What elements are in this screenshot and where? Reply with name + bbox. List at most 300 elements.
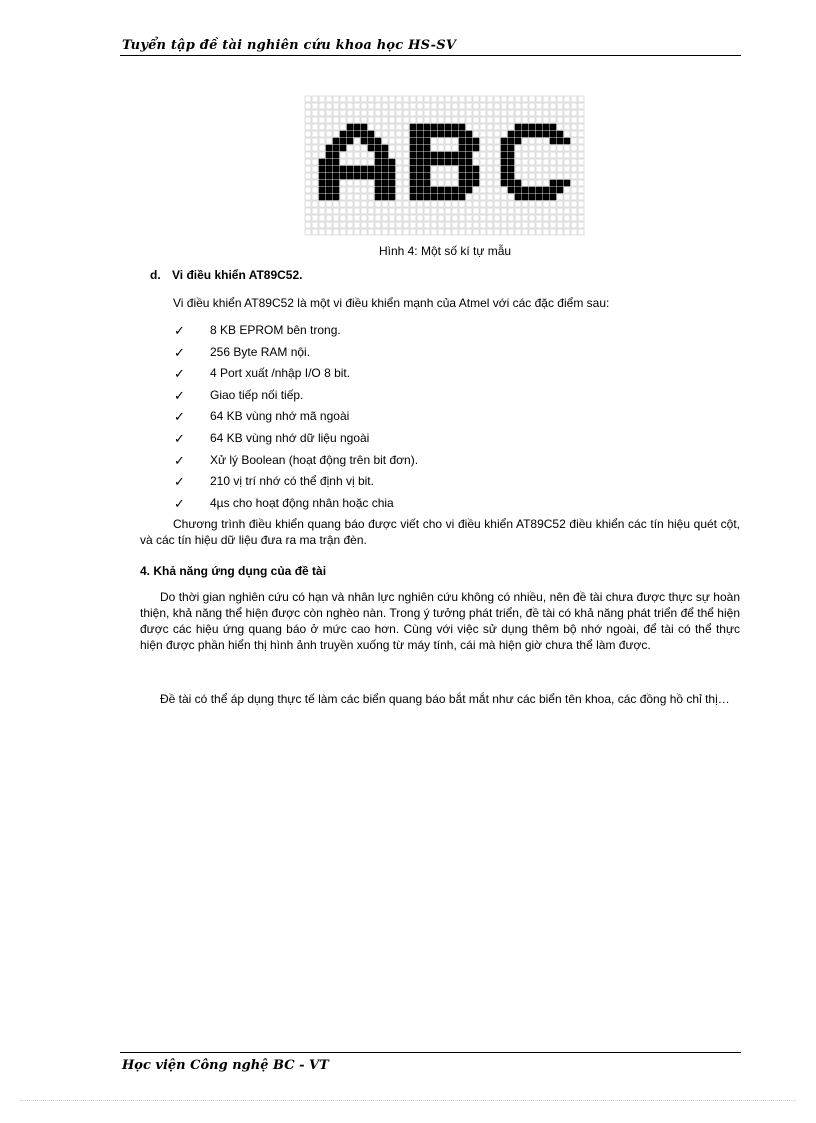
matrix-dot-off — [445, 138, 451, 144]
matrix-dot-on — [515, 138, 521, 144]
matrix-dot-off — [312, 145, 318, 151]
matrix-dot-on — [417, 159, 423, 165]
matrix-dot-off — [396, 215, 402, 221]
matrix-dot-on — [424, 159, 430, 165]
matrix-dot-off — [529, 110, 535, 116]
matrix-dot-off — [452, 145, 458, 151]
matrix-dot-off — [536, 159, 542, 165]
matrix-dot-on — [459, 131, 465, 137]
matrix-dot-off — [396, 159, 402, 165]
matrix-dot-off — [431, 180, 437, 186]
matrix-dot-on — [354, 124, 360, 130]
matrix-dot-on — [326, 166, 332, 172]
matrix-dot-off — [522, 222, 528, 228]
abc-dot-matrix-figure — [303, 94, 587, 236]
matrix-dot-off — [459, 201, 465, 207]
matrix-dot-on — [529, 124, 535, 130]
matrix-dot-off — [473, 131, 479, 137]
matrix-dot-off — [417, 117, 423, 123]
matrix-dot-on — [501, 166, 507, 172]
matrix-dot-off — [305, 187, 311, 193]
matrix-dot-on — [508, 180, 514, 186]
matrix-dot-on — [452, 131, 458, 137]
matrix-dot-off — [571, 159, 577, 165]
matrix-dot-off — [473, 208, 479, 214]
matrix-dot-off — [305, 124, 311, 130]
matrix-dot-off — [305, 180, 311, 186]
matrix-dot-off — [466, 208, 472, 214]
matrix-dot-off — [571, 194, 577, 200]
matrix-dot-on — [326, 173, 332, 179]
matrix-dot-off — [424, 201, 430, 207]
matrix-dot-on — [417, 145, 423, 151]
matrix-dot-off — [578, 215, 584, 221]
matrix-dot-on — [445, 152, 451, 158]
matrix-dot-on — [340, 145, 346, 151]
matrix-dot-on — [459, 194, 465, 200]
matrix-dot-off — [571, 201, 577, 207]
matrix-dot-on — [515, 180, 521, 186]
matrix-dot-on — [417, 180, 423, 186]
matrix-dot-off — [529, 180, 535, 186]
matrix-dot-on — [410, 166, 416, 172]
matrix-dot-off — [536, 152, 542, 158]
matrix-dot-off — [480, 110, 486, 116]
matrix-dot-off — [312, 222, 318, 228]
matrix-dot-off — [389, 201, 395, 207]
matrix-dot-on — [501, 173, 507, 179]
matrix-dot-off — [529, 173, 535, 179]
matrix-dot-on — [424, 187, 430, 193]
matrix-dot-off — [501, 124, 507, 130]
matrix-dot-off — [487, 96, 493, 102]
matrix-dot-off — [333, 110, 339, 116]
matrix-dot-off — [403, 201, 409, 207]
matrix-dot-on — [375, 159, 381, 165]
matrix-dot-off — [578, 194, 584, 200]
matrix-dot-off — [382, 131, 388, 137]
matrix-dot-off — [487, 201, 493, 207]
matrix-dot-off — [571, 166, 577, 172]
matrix-dot-off — [361, 159, 367, 165]
matrix-dot-on — [333, 180, 339, 186]
matrix-dot-off — [515, 222, 521, 228]
matrix-dot-off — [333, 131, 339, 137]
matrix-dot-on — [340, 166, 346, 172]
matrix-dot-off — [550, 96, 556, 102]
matrix-dot-on — [375, 166, 381, 172]
matrix-dot-off — [319, 145, 325, 151]
matrix-dot-off — [438, 173, 444, 179]
matrix-dot-off — [522, 96, 528, 102]
matrix-dot-off — [557, 117, 563, 123]
matrix-dot-on — [417, 138, 423, 144]
matrix-dot-off — [319, 96, 325, 102]
matrix-dot-off — [305, 110, 311, 116]
matrix-dot-off — [578, 159, 584, 165]
matrix-dot-off — [480, 96, 486, 102]
matrix-dot-off — [522, 110, 528, 116]
matrix-dot-off — [578, 201, 584, 207]
matrix-dot-off — [326, 138, 332, 144]
matrix-dot-on — [473, 166, 479, 172]
matrix-dot-off — [578, 229, 584, 235]
matrix-dot-on — [319, 194, 325, 200]
matrix-dot-on — [536, 194, 542, 200]
matrix-dot-off — [361, 194, 367, 200]
matrix-dot-off — [564, 152, 570, 158]
matrix-dot-off — [550, 222, 556, 228]
matrix-dot-off — [473, 152, 479, 158]
matrix-dot-on — [417, 187, 423, 193]
matrix-dot-on — [501, 159, 507, 165]
matrix-dot-on — [431, 131, 437, 137]
section-4-heading: 4. Khả năng ứng dụng của đề tài — [140, 564, 327, 578]
matrix-dot-on — [550, 131, 556, 137]
matrix-dot-on — [368, 138, 374, 144]
matrix-dot-off — [515, 201, 521, 207]
matrix-dot-off — [494, 152, 500, 158]
matrix-dot-off — [564, 187, 570, 193]
matrix-dot-off — [438, 96, 444, 102]
matrix-dot-off — [571, 180, 577, 186]
matrix-dot-off — [494, 180, 500, 186]
matrix-dot-off — [424, 96, 430, 102]
matrix-dot-on — [466, 166, 472, 172]
matrix-dot-off — [340, 229, 346, 235]
matrix-dot-off — [578, 173, 584, 179]
matrix-dot-on — [508, 159, 514, 165]
matrix-dot-off — [564, 201, 570, 207]
matrix-dot-off — [501, 222, 507, 228]
matrix-dot-on — [333, 194, 339, 200]
matrix-dot-off — [305, 229, 311, 235]
matrix-dot-on — [438, 124, 444, 130]
matrix-dot-off — [501, 103, 507, 109]
matrix-dot-off — [396, 194, 402, 200]
matrix-dot-off — [571, 103, 577, 109]
matrix-dot-off — [564, 103, 570, 109]
matrix-dot-off — [403, 215, 409, 221]
matrix-dot-on — [410, 194, 416, 200]
matrix-dot-on — [410, 145, 416, 151]
matrix-dot-off — [543, 215, 549, 221]
matrix-dot-off — [312, 173, 318, 179]
matrix-dot-off — [361, 117, 367, 123]
matrix-dot-on — [347, 173, 353, 179]
matrix-dot-off — [557, 152, 563, 158]
matrix-dot-off — [431, 229, 437, 235]
matrix-dot-on — [333, 173, 339, 179]
matrix-dot-on — [459, 124, 465, 130]
matrix-dot-on — [326, 187, 332, 193]
matrix-dot-off — [494, 201, 500, 207]
matrix-dot-off — [333, 117, 339, 123]
matrix-dot-off — [508, 124, 514, 130]
matrix-dot-off — [494, 138, 500, 144]
matrix-dot-off — [403, 208, 409, 214]
matrix-dot-off — [529, 117, 535, 123]
matrix-dot-off — [305, 117, 311, 123]
matrix-dot-off — [333, 208, 339, 214]
matrix-dot-off — [431, 222, 437, 228]
matrix-dot-on — [543, 194, 549, 200]
matrix-dot-on — [340, 131, 346, 137]
matrix-dot-off — [347, 96, 353, 102]
matrix-dot-off — [396, 145, 402, 151]
matrix-dot-off — [361, 152, 367, 158]
matrix-dot-off — [480, 215, 486, 221]
matrix-dot-off — [508, 117, 514, 123]
section-d-number: d. — [150, 268, 161, 282]
matrix-dot-off — [445, 145, 451, 151]
matrix-dot-off — [508, 194, 514, 200]
matrix-dot-on — [459, 152, 465, 158]
matrix-dot-on — [473, 138, 479, 144]
matrix-dot-off — [536, 138, 542, 144]
matrix-dot-off — [389, 124, 395, 130]
matrix-dot-on — [459, 159, 465, 165]
matrix-dot-off — [312, 180, 318, 186]
matrix-dot-off — [557, 173, 563, 179]
matrix-dot-off — [494, 145, 500, 151]
matrix-dot-off — [473, 124, 479, 130]
matrix-dot-off — [529, 103, 535, 109]
matrix-dot-on — [368, 145, 374, 151]
matrix-dot-on — [410, 159, 416, 165]
matrix-dot-off — [312, 117, 318, 123]
matrix-dot-off — [578, 145, 584, 151]
matrix-dot-on — [424, 131, 430, 137]
matrix-dot-off — [403, 159, 409, 165]
matrix-dot-off — [536, 96, 542, 102]
matrix-dot-on — [333, 187, 339, 193]
matrix-dot-off — [382, 201, 388, 207]
matrix-dot-off — [494, 166, 500, 172]
matrix-dot-on — [424, 180, 430, 186]
matrix-dot-off — [466, 103, 472, 109]
matrix-dot-off — [312, 208, 318, 214]
matrix-dot-off — [501, 194, 507, 200]
matrix-dot-off — [501, 187, 507, 193]
matrix-dot-off — [389, 131, 395, 137]
matrix-dot-off — [403, 117, 409, 123]
header-title: Tuyển tập đề tài nghiên cứu khoa học HS-SV — [122, 38, 457, 53]
matrix-dot-off — [508, 215, 514, 221]
matrix-dot-on — [515, 131, 521, 137]
matrix-dot-off — [396, 180, 402, 186]
matrix-dot-off — [494, 110, 500, 116]
matrix-dot-off — [494, 187, 500, 193]
matrix-dot-off — [543, 166, 549, 172]
matrix-dot-off — [529, 222, 535, 228]
matrix-dot-off — [550, 173, 556, 179]
matrix-dot-off — [564, 166, 570, 172]
matrix-dot-off — [550, 117, 556, 123]
matrix-dot-off — [466, 110, 472, 116]
matrix-dot-on — [319, 187, 325, 193]
matrix-dot-off — [347, 222, 353, 228]
matrix-dot-off — [550, 166, 556, 172]
matrix-dot-off — [466, 96, 472, 102]
matrix-dot-off — [305, 152, 311, 158]
matrix-dot-off — [347, 103, 353, 109]
matrix-dot-off — [361, 208, 367, 214]
matrix-dot-off — [578, 103, 584, 109]
matrix-dot-off — [354, 201, 360, 207]
matrix-dot-on — [417, 124, 423, 130]
matrix-dot-off — [487, 138, 493, 144]
matrix-dot-off — [522, 201, 528, 207]
matrix-dot-off — [354, 187, 360, 193]
checkmark-icon: ✓ — [174, 430, 185, 446]
matrix-dot-off — [508, 208, 514, 214]
matrix-dot-off — [557, 215, 563, 221]
matrix-dot-on — [508, 173, 514, 179]
matrix-dot-off — [578, 131, 584, 137]
matrix-dot-off — [424, 222, 430, 228]
matrix-dot-off — [522, 180, 528, 186]
matrix-dot-off — [368, 180, 374, 186]
matrix-dot-off — [571, 117, 577, 123]
matrix-dot-off — [382, 96, 388, 102]
matrix-dot-off — [354, 110, 360, 116]
matrix-dot-off — [508, 110, 514, 116]
matrix-dot-off — [312, 103, 318, 109]
matrix-dot-on — [501, 152, 507, 158]
matrix-dot-off — [452, 103, 458, 109]
matrix-dot-off — [354, 180, 360, 186]
matrix-dot-off — [424, 215, 430, 221]
matrix-dot-off — [536, 110, 542, 116]
matrix-dot-on — [424, 138, 430, 144]
matrix-dot-off — [452, 229, 458, 235]
matrix-dot-off — [529, 145, 535, 151]
matrix-dot-off — [529, 96, 535, 102]
matrix-dot-off — [382, 229, 388, 235]
matrix-dot-off — [431, 138, 437, 144]
matrix-dot-off — [403, 96, 409, 102]
matrix-dot-off — [494, 222, 500, 228]
matrix-dot-off — [396, 173, 402, 179]
matrix-dot-off — [375, 124, 381, 130]
matrix-dot-on — [417, 194, 423, 200]
matrix-dot-off — [312, 131, 318, 137]
list-item: ✓ 256 Byte RAM nội. — [174, 342, 418, 364]
matrix-dot-on — [410, 180, 416, 186]
matrix-dot-off — [508, 96, 514, 102]
matrix-dot-on — [410, 187, 416, 193]
matrix-dot-on — [417, 152, 423, 158]
matrix-dot-off — [312, 124, 318, 130]
matrix-dot-off — [578, 117, 584, 123]
matrix-dot-off — [508, 222, 514, 228]
matrix-dot-off — [529, 159, 535, 165]
matrix-dot-off — [305, 173, 311, 179]
matrix-dot-off — [333, 222, 339, 228]
matrix-dot-off — [382, 215, 388, 221]
matrix-dot-off — [424, 103, 430, 109]
matrix-dot-off — [431, 145, 437, 151]
matrix-dot-off — [396, 117, 402, 123]
matrix-dot-on — [466, 159, 472, 165]
matrix-dot-on — [522, 124, 528, 130]
matrix-dot-on — [452, 124, 458, 130]
matrix-dot-off — [473, 117, 479, 123]
matrix-dot-off — [543, 208, 549, 214]
matrix-dot-off — [354, 96, 360, 102]
matrix-dot-off — [487, 208, 493, 214]
matrix-dot-off — [494, 173, 500, 179]
matrix-dot-on — [431, 152, 437, 158]
matrix-dot-off — [557, 222, 563, 228]
matrix-dot-off — [382, 117, 388, 123]
matrix-dot-off — [403, 229, 409, 235]
matrix-dot-on — [361, 173, 367, 179]
matrix-dot-off — [494, 159, 500, 165]
matrix-dot-off — [564, 173, 570, 179]
matrix-dot-off — [305, 131, 311, 137]
matrix-dot-off — [389, 215, 395, 221]
matrix-dot-off — [550, 110, 556, 116]
matrix-dot-off — [368, 110, 374, 116]
matrix-dot-off — [361, 222, 367, 228]
matrix-dot-off — [354, 138, 360, 144]
matrix-dot-off — [326, 131, 332, 137]
matrix-dot-on — [543, 124, 549, 130]
matrix-dot-off — [396, 229, 402, 235]
matrix-dot-off — [543, 173, 549, 179]
matrix-dot-off — [354, 194, 360, 200]
matrix-dot-off — [417, 103, 423, 109]
matrix-dot-on — [326, 180, 332, 186]
matrix-dot-on — [382, 194, 388, 200]
matrix-dot-off — [529, 208, 535, 214]
matrix-dot-off — [312, 138, 318, 144]
matrix-dot-on — [375, 138, 381, 144]
matrix-dot-off — [557, 110, 563, 116]
matrix-dot-off — [571, 229, 577, 235]
matrix-dot-on — [354, 131, 360, 137]
matrix-dot-off — [508, 229, 514, 235]
matrix-dot-on — [550, 187, 556, 193]
matrix-dot-on — [382, 159, 388, 165]
matrix-dot-on — [410, 124, 416, 130]
matrix-dot-off — [578, 138, 584, 144]
matrix-dot-off — [466, 124, 472, 130]
matrix-dot-off — [459, 117, 465, 123]
matrix-dot-off — [396, 187, 402, 193]
matrix-dot-off — [487, 229, 493, 235]
matrix-dot-off — [396, 222, 402, 228]
matrix-dot-on — [326, 159, 332, 165]
matrix-dot-off — [564, 124, 570, 130]
matrix-dot-off — [494, 194, 500, 200]
matrix-dot-off — [347, 215, 353, 221]
matrix-dot-off — [403, 131, 409, 137]
matrix-dot-off — [522, 173, 528, 179]
matrix-dot-on — [564, 180, 570, 186]
matrix-dot-off — [564, 96, 570, 102]
matrix-dot-on — [445, 187, 451, 193]
matrix-dot-off — [487, 194, 493, 200]
matrix-dot-off — [368, 96, 374, 102]
section-d-paragraph: Chương trình điều khiển quang báo được viết cho vi điều khiển AT89C52 điều khiển các tín hiệu quét cột, và các tín hiệu dữ liệu đưa ra ma trận đèn. — [140, 517, 740, 547]
matrix-dot-off — [319, 131, 325, 137]
matrix-dot-off — [389, 222, 395, 228]
matrix-dot-off — [494, 117, 500, 123]
matrix-dot-off — [501, 215, 507, 221]
